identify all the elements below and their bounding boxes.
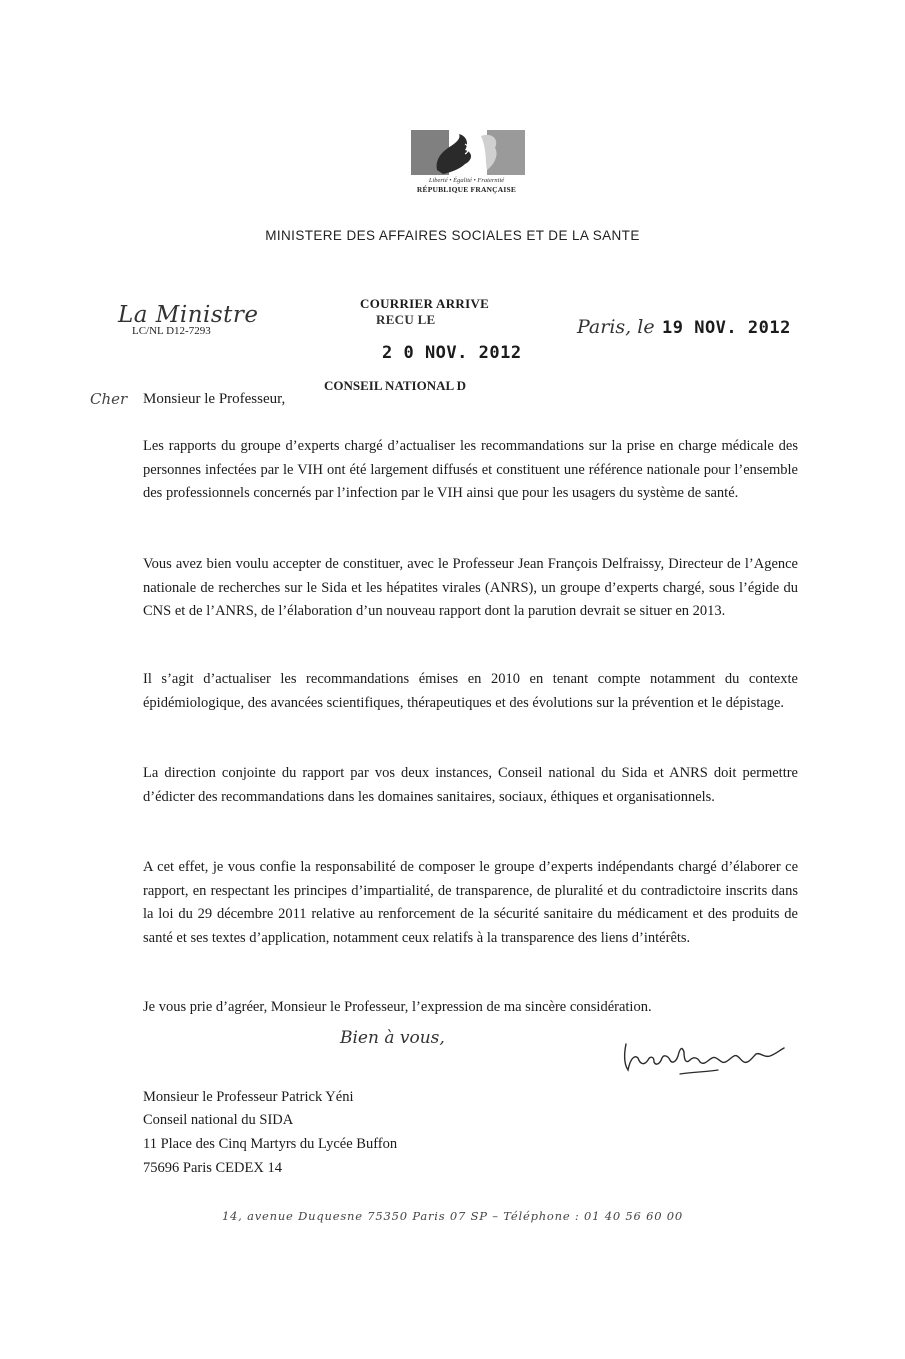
recipient-street: 11 Place des Cinq Martyrs du Lycée Buffon <box>143 1136 398 1152</box>
place-label: Paris, le <box>577 316 655 338</box>
letter-paragraph: Il s’agit d’actualiser les recommandations émises en 2010 en tenant compte notamment du contexte épidémiologique, des avancées scientifiques, thérapeutiques et des évolutions sur la prévention et le dépistage. <box>143 671 798 711</box>
letter-paragraph: Vous avez bien voulu accepter de constituer, avec le Professeur Jean François Delfraissy, Directeur de l’Agence nationale de recherches sur le Sida et les hépatites virales (ANRS), un groupe d’experts chargé, sous l’égide du CNS et de l’ANRS, de l’élaboration d’un nouveau rapport dont la parution devrait se situer en 2013. <box>143 556 798 619</box>
recipient-name: Monsieur le Professeur Patrick Yéni <box>143 1089 354 1105</box>
ministry-title: MINISTERE DES AFFAIRES SOCIALES ET DE LA SANTE <box>265 228 640 243</box>
letter-paragraph: Les rapports du groupe d’experts chargé d’actualiser les recommandations sur la prise en charge médicale des personnes infectées par le VIH ont été largement diffusés et constituent une référence nationale pour l’ensemble des professionnels concernés par l’infection par le VIH ainsi que pour les usagers du système de santé. <box>143 438 798 501</box>
stamp-date: 2 0 NOV. 2012 <box>382 343 522 363</box>
logo-motto: Liberté • Égalité • Fraternité <box>428 177 505 184</box>
recipient-city: 75696 Paris CEDEX 14 <box>143 1160 282 1176</box>
handwritten-signature-icon <box>620 1030 790 1080</box>
handwritten-closing: Bien à vous, <box>340 1028 445 1048</box>
recipient-organisation: Conseil national du SIDA <box>143 1112 294 1128</box>
letter-paragraph: A cet effet, je vous confie la responsabilité de composer le groupe d’experts indépendants chargé d’élaborer ce rapport, en respectant les principes d’impartialité, de transparence, de pluralité et du contradictoire inscrits dans la loi du 29 décembre 2011 relative au renforcement de la sécurité sanitaire du médicament et des produits de santé et ses textes d’application, notamment ceux relatifs à la transparence des liens d’intérêts. <box>143 859 798 946</box>
republique-francaise-logo <box>404 130 529 194</box>
letter-reference: LC/NL D12-7293 <box>132 325 211 337</box>
logo-republique-francaise: RÉPUBLIQUE FRANÇAISE <box>416 185 517 194</box>
closing-formula: Je vous prie d’agréer, Monsieur le Professeur, l’expression de ma sincère considération. <box>143 999 652 1015</box>
letter-paragraph: La direction conjointe du rapport par vos deux instances, Conseil national du Sida et ANRS doit permettre d’édicter des recommandations dans les domaines sanitaires, sociaux, éthiques et organisationnels. <box>143 765 798 805</box>
author-role: La Ministre <box>118 302 259 328</box>
letter-date: 19 NOV. 2012 <box>662 318 791 338</box>
footer-address: 14, avenue Duquesne 75350 Paris 07 SP – Téléphone : 01 40 56 60 00 <box>221 1209 684 1223</box>
stamp-received-mail: COURRIER ARRIVE <box>360 296 490 311</box>
stamp-organisation: CONSEIL NATIONAL D <box>324 378 467 393</box>
marianne-logo-icon <box>407 130 527 175</box>
stamp-received-on: RECU LE <box>376 312 436 327</box>
handwritten-greeting: Cher <box>90 390 128 408</box>
salutation: Monsieur le Professeur, <box>143 391 286 407</box>
